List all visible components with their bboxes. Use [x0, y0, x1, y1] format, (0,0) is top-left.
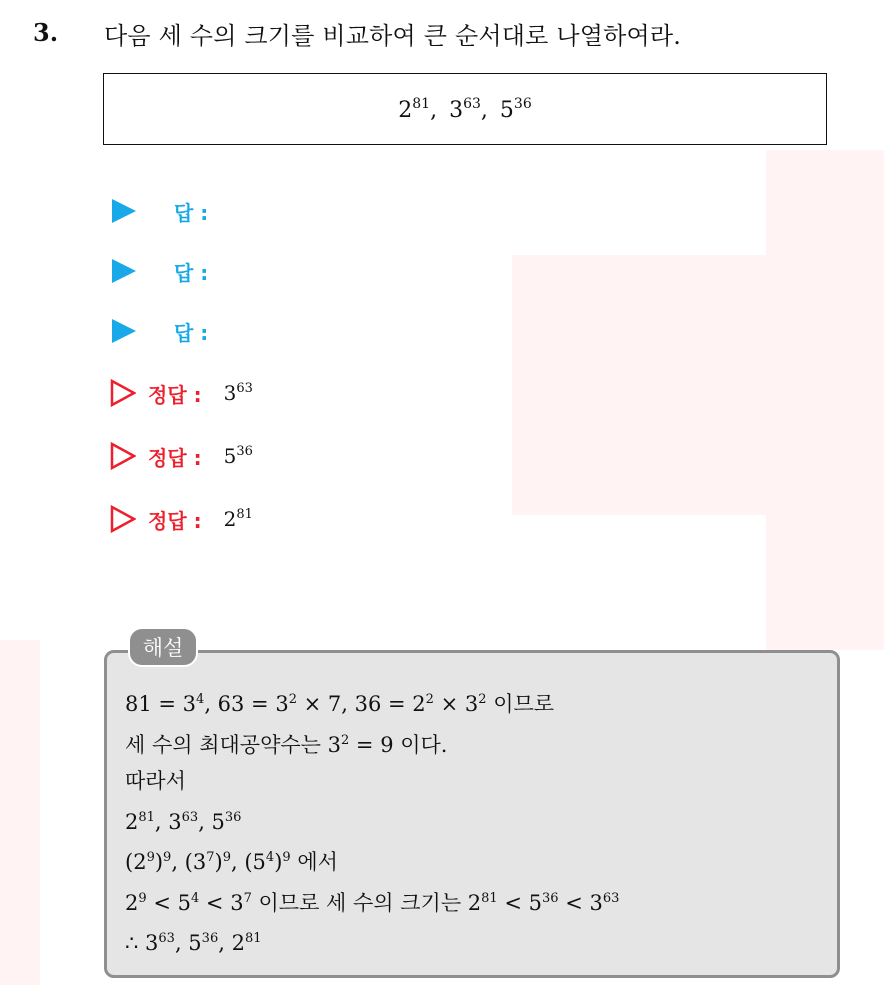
- outline-triangle-icon: [110, 442, 136, 470]
- explanation-text: < 5: [497, 890, 543, 915]
- explanation-text: 81 = 3: [125, 692, 197, 716]
- given-expression-list: [398, 96, 531, 123]
- explanation-line: [125, 763, 619, 800]
- explanation-line: [125, 800, 619, 841]
- given-term: $3^{63}$: [449, 95, 481, 123]
- explanation-text: , (5: [231, 850, 266, 874]
- exponent: 2: [478, 692, 487, 707]
- play-triangle-icon: [112, 199, 136, 223]
- correct-answer-label: 정답 :: [148, 445, 202, 470]
- correct-answer-label: 정답 :: [148, 508, 202, 533]
- play-triangle-icon: [112, 259, 136, 283]
- correct-answer-label: 정답 :: [148, 382, 202, 407]
- explanation-text: , 63 = 3: [204, 692, 289, 716]
- correct-answer-value: $2^{81}$: [223, 507, 253, 531]
- explanation-line: [125, 840, 619, 881]
- exponent: 63: [181, 809, 199, 825]
- explanation-text: ): [214, 850, 223, 874]
- explanation-text: , (3: [171, 850, 207, 874]
- explanation-text: , 5: [198, 809, 225, 834]
- explanation-text: ): [154, 850, 164, 874]
- separator: ,: [480, 97, 488, 123]
- explanation-line: [125, 881, 619, 922]
- separator: ,: [430, 97, 438, 123]
- outline-triangle-icon: [110, 505, 136, 533]
- correct-answer-value: $5^{36}$: [223, 444, 253, 468]
- explanation-tab: 해설: [128, 627, 198, 667]
- background-wash: [766, 150, 884, 650]
- explanation-text: < 3: [199, 890, 244, 915]
- exponent: 63: [602, 890, 620, 906]
- exponent: 63: [158, 931, 175, 946]
- exponent: 4: [265, 850, 275, 865]
- exponent: 9: [146, 850, 155, 865]
- background-wash: [0, 640, 40, 985]
- correct-answer-value: $3^{63}$: [223, 381, 253, 405]
- exponent: 9: [138, 890, 147, 906]
- explanation-line: [125, 921, 619, 962]
- explanation-text: 따라서: [125, 769, 186, 793]
- answer-label: 답 :: [174, 260, 209, 285]
- explanation-text: 이므로 세 수의 크기는 2: [251, 890, 482, 915]
- outline-triangle-icon: [110, 379, 136, 407]
- correct-answer-row: [110, 440, 253, 472]
- exponent: 36: [224, 809, 242, 825]
- correct-answer-row: [110, 503, 253, 535]
- correct-answer-row: [110, 377, 253, 409]
- exponent: 7: [206, 850, 215, 865]
- explanation-text: ): [274, 850, 283, 874]
- explanation-text: × 7, 36 = 2: [296, 692, 426, 716]
- given-term: $5^{36}$: [499, 95, 532, 123]
- explanation-text: , 2: [218, 931, 245, 955]
- exponent: 9: [222, 850, 231, 865]
- exponent: 36: [201, 931, 219, 946]
- explanation-text: 이므로: [486, 692, 555, 716]
- exponent: 9: [163, 850, 172, 865]
- explanation-text: 세 수의 최대공약수는 3: [125, 732, 341, 757]
- exponent: 2: [340, 732, 350, 748]
- explanation-text: 2: [125, 890, 139, 915]
- answer-label: 답 :: [174, 320, 209, 345]
- explanation-text: × 3: [433, 692, 479, 716]
- explanation-lines: [125, 682, 619, 962]
- exponent: 4: [196, 692, 205, 707]
- answer-slot[interactable]: [110, 196, 208, 226]
- given-term: $2^{81}$: [398, 95, 431, 123]
- exponent: 7: [243, 890, 252, 906]
- explanation-text: < 5: [146, 890, 191, 915]
- exponent: 4: [190, 890, 200, 906]
- answer-slot[interactable]: [110, 316, 208, 346]
- exponent: 81: [244, 931, 262, 946]
- problem-statement: 다음 세 수의 크기를 비교하여 큰 순서대로 나열하여라.: [104, 22, 682, 50]
- explanation-line: [125, 682, 619, 723]
- exponent: 2: [288, 692, 297, 707]
- explanation-line: [125, 723, 619, 764]
- exponent: 81: [138, 809, 155, 825]
- explanation-text: < 3: [558, 890, 603, 915]
- explanation-text: 에서: [290, 850, 338, 874]
- explanation-text: 2: [125, 809, 139, 834]
- given-expression-box: [103, 73, 827, 145]
- play-triangle-icon: [112, 319, 136, 343]
- exponent: 36: [542, 890, 559, 906]
- exponent: 9: [282, 850, 291, 865]
- explanation-text: ∴ 3: [125, 931, 159, 955]
- explanation-text: = 9 이다.: [349, 732, 448, 757]
- answer-slot[interactable]: [110, 256, 208, 286]
- exponent: 81: [481, 890, 498, 906]
- exponent: 2: [425, 692, 434, 707]
- problem-number: 3.: [33, 18, 59, 47]
- answer-label: 답 :: [174, 200, 209, 225]
- explanation-text: (2: [125, 850, 147, 874]
- explanation-text: , 3: [154, 809, 182, 834]
- explanation-text: , 5: [174, 931, 202, 955]
